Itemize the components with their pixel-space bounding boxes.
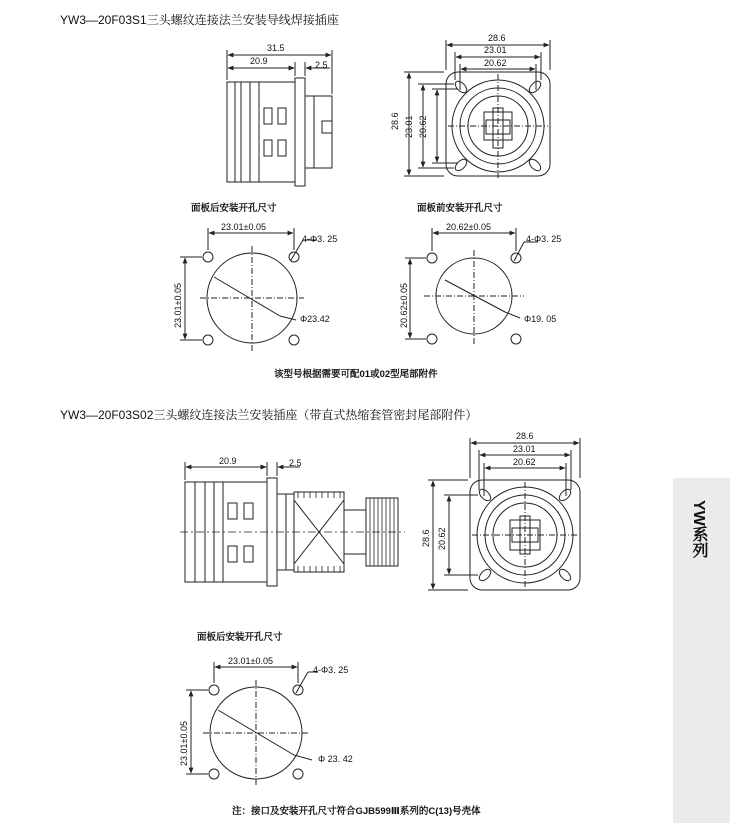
s2-dim-front-h1: 28.6 xyxy=(421,529,431,547)
section1-title: YW3—20F03S1三头螺纹连接法兰安装导线焊接插座 xyxy=(60,13,339,27)
cutout-rear-title: 面板后安装开孔尺寸 xyxy=(191,203,277,214)
s2-dim-front-h2: 20.62 xyxy=(437,527,447,550)
s2-dim-flange-thickness: 2.5 xyxy=(289,458,302,468)
s2-rear-hole-side: 23.01±0.05 xyxy=(179,721,189,766)
dim-overall-length: 31.5 xyxy=(267,43,285,53)
dim-front-h2: 23.01 xyxy=(404,115,414,138)
front-view-2 xyxy=(428,438,580,590)
s2-cutout-rear-title: 面板后安装开孔尺寸 xyxy=(197,632,283,643)
s2-dim-body-length: 20.9 xyxy=(219,456,237,466)
front-view-1 xyxy=(404,40,550,178)
s2-rear-cutout-diameter: Φ 23. 42 xyxy=(318,754,353,764)
dim-front-w2: 23.01 xyxy=(484,45,507,55)
cutout-front-title: 面板前安装开孔尺寸 xyxy=(417,203,503,214)
front-hole-side: 20.62±0.05 xyxy=(399,283,409,328)
rear-hole-spacing: 23.01±0.05 xyxy=(221,222,266,232)
cutout-rear-2 xyxy=(186,662,318,786)
s2-rear-hole-spec: 4-Φ3. 25 xyxy=(313,665,349,675)
dim-flange-thickness: 2.5 xyxy=(315,60,328,70)
front-hole-spacing: 20.62±0.05 xyxy=(446,222,491,232)
side-view-1 xyxy=(227,50,332,186)
s2-dim-front-w3: 20.62 xyxy=(513,457,536,467)
dim-front-w1: 28.6 xyxy=(488,33,506,43)
dim-front-h1: 28.6 xyxy=(390,112,400,130)
section2-title: YW3—20F03S02三头螺纹连接法兰安装插座（带直式热缩套管密封尾部附件） xyxy=(60,408,478,422)
s2-rear-hole-spacing: 23.01±0.05 xyxy=(228,656,273,666)
s2-dim-front-w1: 28.6 xyxy=(516,431,534,441)
side-view-2 xyxy=(180,462,405,586)
rear-cutout-diameter: Φ23.42 xyxy=(300,314,330,324)
dim-front-h3: 20.62 xyxy=(418,115,428,138)
section2-note: 注：接口及安装开孔尺寸符合GJB599Ⅲ系列的C(13)号壳体 xyxy=(232,806,481,817)
cutout-front-1 xyxy=(405,228,538,344)
series-side-tab xyxy=(673,478,730,823)
front-cutout-diameter: Φ19. 05 xyxy=(524,314,557,324)
section1-note: 该型号根据需要可配01或02型尾部附件 xyxy=(274,369,438,380)
dim-body-length: 20.9 xyxy=(250,56,268,66)
front-hole-spec: 4-Φ3. 25 xyxy=(526,234,562,244)
s2-dim-front-w2: 23.01 xyxy=(513,444,536,454)
rear-hole-side: 23.01±0.05 xyxy=(173,283,183,328)
rear-hole-spec: 4-Φ3. 25 xyxy=(302,234,338,244)
cutout-rear-1 xyxy=(180,228,317,352)
dim-front-w3: 20.62 xyxy=(484,58,507,68)
series-tab-label: YW系列 xyxy=(690,500,707,558)
